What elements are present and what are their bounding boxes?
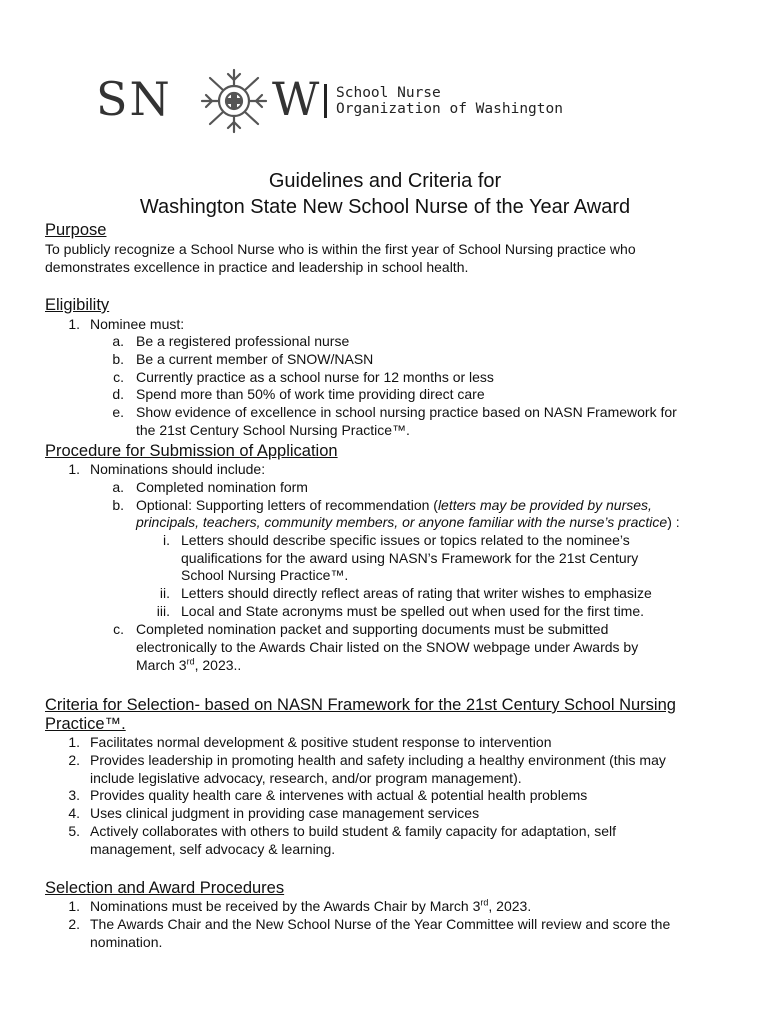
list-marker: 2. (68, 916, 80, 932)
criteria-heading-line1: Criteria for Selection- based on NASN Framework for the 21st Century School Nursing (45, 696, 676, 714)
purpose-text-line2: demonstrates excellence in practice and leadership in school health. (45, 259, 469, 275)
logo-letter-w: W (272, 72, 322, 126)
italic-text: principals, teachers, community members, or anyone familiar with the nurse’s practice (136, 514, 668, 530)
text-span: ) : (667, 514, 680, 530)
list-item-continuation: include legislative advocacy, research, and/or program management). (90, 770, 522, 786)
list-marker: 1. (68, 461, 80, 477)
list-item-continuation: management, self advocacy & learning. (90, 841, 336, 857)
list-item: Provides leadership in promoting health and safety including a healthy environment (this may (90, 752, 666, 768)
list-item-continuation: the 21st Century School Nursing Practice™. (136, 422, 410, 438)
list-marker: b. (112, 497, 124, 513)
list-item (90, 898, 531, 916)
list-item-b-line2 (136, 514, 680, 532)
list-item-continuation: qualifications for the award using NASN’s Framework for the 21st Century (181, 550, 639, 566)
list-marker: a. (112, 333, 124, 349)
criteria-heading-line2: Practice™. (45, 715, 126, 733)
snow-logo (96, 66, 676, 136)
italic-text: letters may be provided by nurses, (437, 497, 652, 513)
list-item: The Awards Chair and the New School Nurse of the Year Committee will review and score the (90, 916, 671, 932)
list-marker: iii. (156, 603, 170, 619)
superscript: rd (186, 656, 195, 667)
logo-divider (324, 84, 327, 118)
list-marker: d. (112, 386, 124, 402)
text-span: Optional: Supporting letters of recommendation ( (136, 497, 438, 513)
logo-letters-sn: SN (96, 72, 172, 126)
list-marker: 4. (68, 805, 80, 821)
list-marker: 2. (68, 752, 80, 768)
list-item: Spend more than 50% of work time providing direct care (136, 386, 485, 402)
document-title-line1: Guidelines and Criteria for (268, 170, 502, 192)
logo-subtitle-line2: Organization of Washington (336, 101, 563, 117)
purpose-heading: Purpose (45, 221, 107, 239)
list-marker: c. (113, 369, 124, 385)
purpose-text-line1: To publicly recognize a School Nurse who is within the first year of School Nursing practice who (45, 241, 636, 257)
list-item-continuation: nomination. (90, 934, 163, 950)
list-item: Letters should directly reflect areas of rating that writer wishes to emphasize (181, 585, 652, 601)
list-marker: 3. (68, 787, 80, 803)
list-item: Provides quality health care & intervenes with actual & potential health problems (90, 787, 588, 803)
list-item: Completed nomination packet and supporting documents must be submitted (136, 621, 609, 637)
list-item: Letters should describe specific issues or topics related to the nominee’s (181, 532, 630, 548)
list-item: Local and State acronyms must be spelled out when used for the first time. (181, 603, 645, 619)
text-span: March 3 (136, 657, 187, 673)
list-item-continuation (136, 657, 241, 675)
list-item: Be a current member of SNOW/NASN (136, 351, 374, 367)
list-marker: c. (113, 621, 124, 637)
text-span: Nominations must be received by the Awards Chair by March 3 (90, 898, 481, 914)
selection-heading: Selection and Award Procedures (45, 879, 285, 897)
list-item: Show evidence of excellence in school nursing practice based on NASN Framework for (136, 404, 677, 420)
list-marker: 1. (68, 898, 80, 914)
list-marker: e. (112, 404, 124, 420)
list-item-continuation: electronically to the Awards Chair listed on the SNOW webpage under Awards by (136, 639, 639, 655)
list-marker: 1. (68, 316, 80, 332)
list-item: Actively collaborates with others to build student & family capacity for adaptation, self (90, 823, 617, 839)
logo-subtitle-line1: School Nurse (336, 85, 441, 101)
list-item: Completed nomination form (136, 479, 308, 495)
list-marker: ii. (159, 585, 170, 601)
list-item-b-line1 (136, 497, 652, 515)
list-marker: 1. (68, 734, 80, 750)
eligibility-heading: Eligibility (45, 296, 110, 314)
list-marker: i. (163, 532, 170, 548)
list-marker: 5. (68, 823, 80, 839)
list-item: Facilitates normal development & positive student response to intervention (90, 734, 552, 750)
list-marker: b. (112, 351, 124, 367)
text-span: , 2023.. (194, 657, 242, 673)
procedure-heading: Procedure for Submission of Application (45, 442, 338, 460)
superscript: rd (480, 897, 489, 908)
procedure-intro: Nominations should include: (90, 461, 266, 477)
eligibility-intro: Nominee must: (90, 316, 185, 332)
list-item: Be a registered professional nurse (136, 333, 350, 349)
list-item-continuation: School Nursing Practice™. (181, 567, 349, 583)
document-title-line2: Washington State New School Nurse of the Year Award (139, 196, 631, 218)
list-marker: a. (112, 479, 124, 495)
list-item: Uses clinical judgment in providing case management services (90, 805, 480, 821)
list-item: Currently practice as a school nurse for 12 months or less (136, 369, 494, 385)
text-span: , 2023. (488, 898, 532, 914)
snowflake-icon (196, 68, 272, 134)
